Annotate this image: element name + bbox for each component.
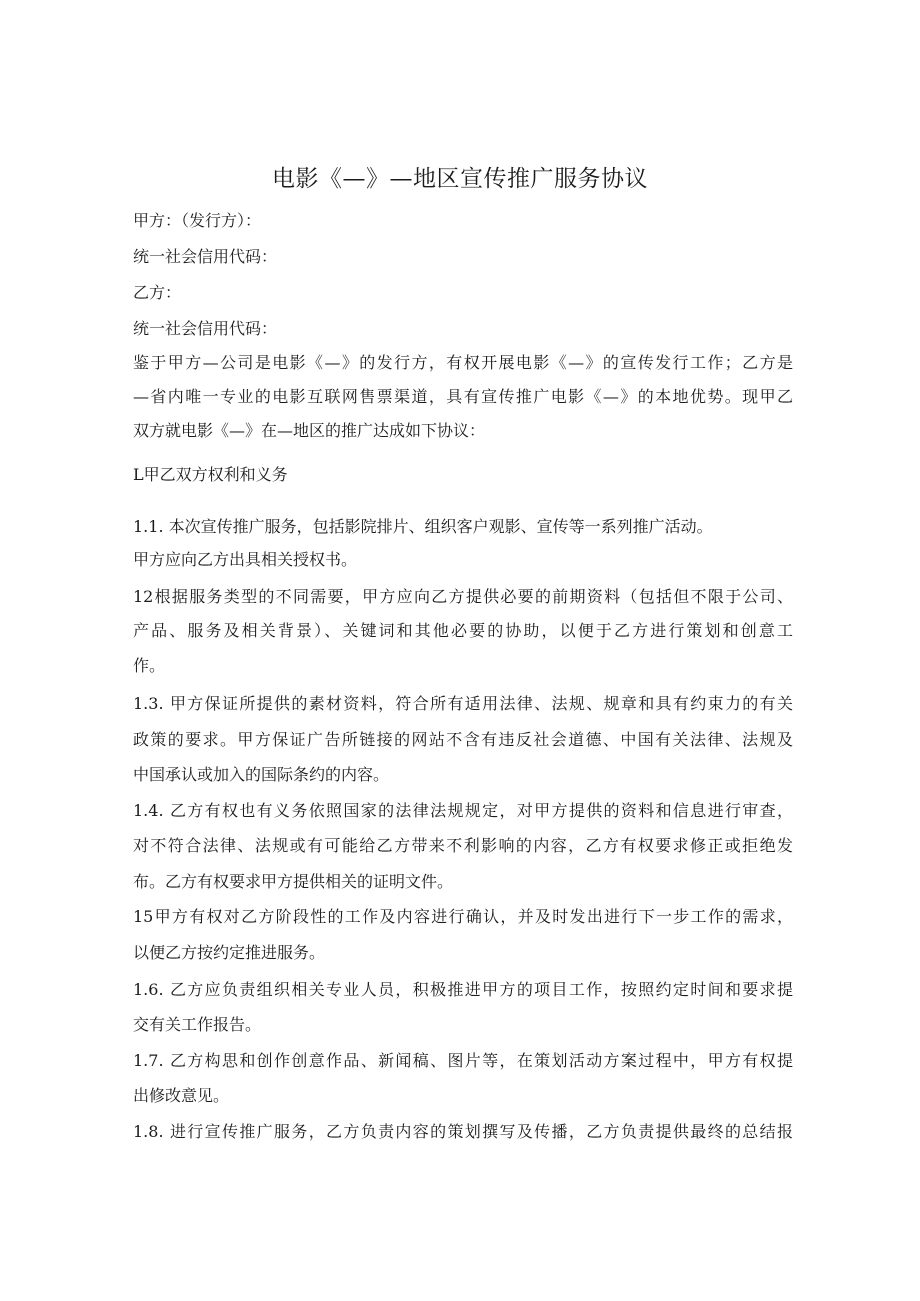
clause-line: 12根据服务类型的不同需要，甲方应向乙方提供必要的前期资料（包括但不限于公司、 (133, 587, 793, 606)
preamble-line: 双方就电影《—》在—地区的推广达成如下协议： (133, 421, 486, 440)
clause-line: 以便乙方按约定推进服务。 (133, 943, 326, 962)
clause-line: 1.1. 本次宣传推广服务，包括影院排片、组织客户观影、宣传等一系列推广活动。 (133, 517, 713, 536)
clause-line: 1.6. 乙方应负责组织相关专业人员，积极推进甲方的项目工作，按照约定时间和要求提 (133, 980, 793, 999)
party-b-credit-code-line: 统一社会信用代码： (133, 319, 278, 338)
section-heading: L甲乙双方权利和义务 (133, 465, 288, 484)
clause-line: 政策的要求。甲方保证广告所链接的网站不含有违反社会道德、中国有关法律、法规及 (133, 730, 793, 749)
clause-line: 交有关工作报告。 (133, 1015, 262, 1034)
clause-line: 甲方应向乙方出具相关授权书。 (133, 550, 358, 569)
clause-line: 1.3. 甲方保证所提供的素材资料，符合所有适用法律、法规、规章和具有约束力的有关 (133, 694, 793, 713)
preamble-line: 鉴于甲方—公司是电影《—》的发行方，有权开展电影《—》的宣传发行工作；乙方是 (133, 353, 793, 372)
document-title: 电影《—》—地区宣传推广服务协议 (272, 166, 648, 192)
preamble-line: —省内唯一专业的电影互联网售票渠道，具有宣传推广电影《—》的本地优势。现甲乙 (133, 387, 793, 406)
clause-line: 中国承认或加入的国际条约的内容。 (133, 765, 390, 784)
party-a-credit-code-line: 统一社会信用代码： (133, 247, 278, 266)
clause-line: 1.7. 乙方构思和创作创意作品、新闻稿、图片等，在策划活动方案过程中，甲方有权提 (133, 1051, 793, 1070)
clause-line: 出修改意见。 (133, 1086, 230, 1105)
party-b-line: 乙方： (133, 283, 182, 302)
clause-line: 1.8. 进行宣传推广服务，乙方负责内容的策划撰写及传播，乙方负责提供最终的总结报 (133, 1122, 793, 1141)
clause-line: 对不符合法律、法规或有可能给乙方带来不利影响的内容，乙方有权要求修正或拒绝发 (133, 836, 793, 855)
clause-line: 产品、服务及相关背景）、关键词和其他必要的协助，以便于乙方进行策划和创意工 (133, 621, 793, 640)
clause-line: 作。 (133, 656, 166, 675)
clause-line: 1.4. 乙方有权也有义务依照国家的法律法规规定，对甲方提供的资料和信息进行审查， (133, 801, 793, 820)
party-a-line: 甲方：（发行方）： (133, 211, 262, 230)
clause-line: 布。乙方有权要求甲方提供相关的证明文件。 (133, 872, 454, 891)
clause-line: 15甲方有权对乙方阶段性的工作及内容进行确认，并及时发出进行下一步工作的需求， (133, 907, 793, 926)
